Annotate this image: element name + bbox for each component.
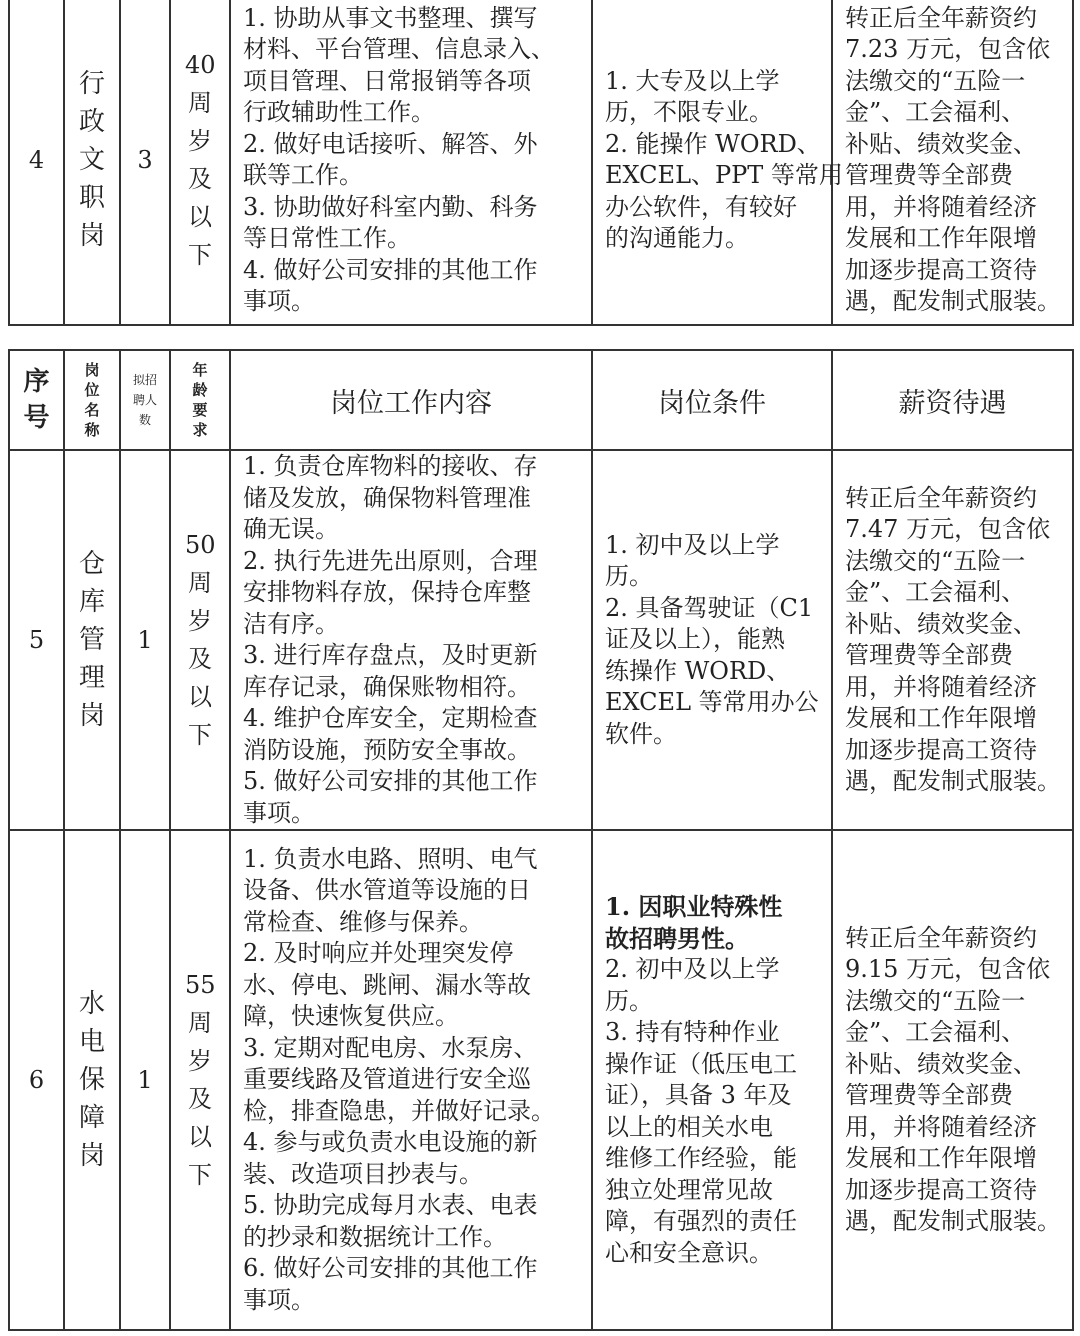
text-line: 洁有序。: [243, 609, 339, 638]
text-line: 40: [185, 51, 216, 79]
duties-text: [231, 451, 591, 829]
text-line: 2. 具备驾驶证（C1: [605, 593, 814, 622]
text-line: 4. 参与或负责水电设施的新: [243, 1128, 538, 1157]
text-line: 下: [188, 241, 212, 269]
cell-position: [64, 0, 120, 325]
position-name: 行政文职岗: [79, 69, 106, 251]
text-line: 金”、工会福利、: [845, 98, 1026, 126]
text-line: 法缴交的“五险一: [845, 986, 1026, 1015]
text-line: 1. 负责水电路、照明、电气: [243, 844, 538, 873]
text-line: 障，有强烈的责任: [605, 1207, 797, 1235]
text-line: 历，不限专业。: [605, 98, 773, 126]
text-line: 及: [188, 645, 212, 673]
text-line: EXCEL、PPT 等常用: [605, 161, 843, 189]
text-line: 操作证（低压电工: [605, 1049, 797, 1078]
header-age: [170, 350, 230, 450]
cell-conditions: [592, 830, 832, 1330]
text-line: 1. 因职业特殊性: [605, 892, 783, 921]
text-line: 2. 执行先进先出原则，合理: [243, 546, 538, 575]
cell-age: [170, 830, 230, 1330]
header-seq: [9, 350, 64, 450]
text-line: 55: [185, 971, 216, 999]
text-line: 用，并将随着经济: [845, 192, 1037, 221]
text-line: 2. 做好电话接听、解答、外: [243, 129, 538, 158]
position-name: 水电保障岗: [79, 989, 106, 1171]
age-requirement: [185, 966, 215, 1194]
text-line: 3. 持有特种作业: [605, 1018, 780, 1046]
text-line: 重要线路及管道进行安全巡: [243, 1065, 531, 1094]
age-requirement: [185, 526, 215, 754]
text-line: 遇，配发制式服装。: [845, 1207, 1061, 1235]
text-line: 事项。: [243, 1285, 315, 1314]
header-conditions: 岗位条件: [592, 350, 832, 450]
text-line: 的沟通能力。: [605, 224, 749, 252]
text-line: 软件。: [605, 719, 677, 748]
text-line: 历。: [605, 562, 653, 591]
text-line: 库存记录，确保账物相符。: [243, 672, 531, 701]
text-line: 练操作 WORD、: [605, 656, 791, 685]
seq-value: 6: [28, 1066, 45, 1094]
text-line: 加逐步提高工资待: [845, 735, 1037, 764]
text-line: 发展和工作年限增: [845, 704, 1037, 732]
header-headcount: [120, 350, 170, 450]
text-line: 2. 能操作 WORD、: [605, 129, 821, 158]
header-duties: 岗位工作内容: [230, 350, 592, 450]
cell-position: [64, 830, 120, 1330]
cell-count: [120, 450, 170, 830]
text-line: 以上的相关水电: [605, 1112, 773, 1141]
count-value: 1: [137, 626, 153, 654]
count-value: 1: [137, 1066, 153, 1094]
text-line: 检，排查隐患，并做好记录。: [243, 1096, 555, 1125]
text-line: 用，并将随着经济: [845, 1112, 1037, 1141]
text-line: 下: [188, 1161, 212, 1189]
salary-text: [833, 483, 1072, 798]
header-position: [64, 350, 120, 450]
text-line: 加逐步提高工资待: [845, 255, 1037, 284]
header-seq-label: 序号: [23, 367, 50, 433]
text-line: 等日常性工作。: [243, 224, 411, 252]
text-line: 遇，配发制式服装。: [845, 767, 1061, 795]
duties-text: [231, 3, 591, 318]
age-requirement: [185, 46, 215, 274]
header-age-label: 年龄要求: [192, 361, 208, 439]
position-name: 仓库管理岗: [79, 549, 106, 731]
text-line: 常检查、维修与保养。: [243, 907, 483, 936]
text-line: 3. 协助做好科室内勤、科务: [243, 192, 538, 221]
text-line: 设备、供水管道等设施的日: [243, 876, 531, 905]
cell-count: [120, 830, 170, 1330]
text-line: 确无误。: [243, 515, 339, 543]
cell-duties: [230, 450, 592, 830]
text-line: 故招聘男性。: [605, 923, 749, 953]
text-line: 以: [188, 683, 212, 711]
text-line: 金”、工会福利、: [845, 578, 1026, 606]
text-line: 心和安全意识。: [605, 1238, 773, 1267]
text-line: 的抄录和数据统计工作。: [243, 1222, 507, 1251]
table-row: [9, 0, 1073, 325]
text-line: 加逐步提高工资待: [845, 1175, 1037, 1204]
text-line: 障，快速恢复供应。: [243, 1002, 459, 1031]
cell-duties: [230, 830, 592, 1330]
cell-salary: [832, 450, 1073, 830]
text-line: 管理费等全部费: [845, 1081, 1013, 1109]
conditions-emphasis: [605, 891, 821, 954]
text-line: 5. 做好公司安排的其他工作: [243, 767, 538, 795]
table-header-row: [9, 350, 1073, 450]
text-line: 办公软件，有较好: [605, 192, 797, 221]
text-line: 项目管理、日常报销等各项: [243, 66, 531, 95]
cell-duties: [230, 0, 592, 325]
text-line: 补贴、绩效奖金、: [845, 609, 1037, 638]
text-line: 安排物料存放，保持仓库整: [243, 578, 531, 606]
text-line: 及: [188, 165, 212, 193]
text-line: 周: [188, 1009, 212, 1037]
text-line: 水、停电、跳闸、漏水等故: [243, 970, 531, 999]
text-line: 50: [185, 531, 216, 559]
conditions-text: [593, 530, 831, 751]
table-row: [9, 830, 1073, 1330]
text-line: 法缴交的“五险一: [845, 66, 1026, 95]
cell-age: [170, 0, 230, 325]
seq-value: 4: [28, 146, 45, 174]
text-line: 材料、平台管理、信息录入、: [243, 35, 555, 63]
text-line: 1. 初中及以上学: [605, 530, 780, 559]
header-position-label: 岗位名称: [84, 361, 100, 439]
table-row: [9, 450, 1073, 830]
text-line: 储及发放，确保物料管理准: [243, 483, 531, 512]
header-headcount-label: 拟招聘人数: [132, 373, 157, 427]
text-line: 1. 协助从事文书整理、撰写: [243, 3, 538, 32]
text-line: 维修工作经验，能: [605, 1144, 797, 1172]
text-line: 事项。: [243, 798, 315, 827]
text-line: 1. 负责仓库物料的接收、存: [243, 452, 538, 480]
cell-seq: [9, 830, 64, 1330]
text-line: 消防设施，预防安全事故。: [243, 735, 531, 764]
duties-text: [231, 844, 591, 1317]
text-line: 1. 大专及以上学: [605, 66, 780, 95]
text-line: 历。: [605, 986, 653, 1015]
salary-text: [833, 923, 1072, 1238]
text-line: 证及以上），能熟: [605, 625, 785, 654]
text-line: 7.47 万元，包含依: [845, 515, 1051, 543]
text-line: EXCEL 等常用办公: [605, 688, 819, 717]
text-line: 金”、工会福利、: [845, 1018, 1026, 1046]
text-line: 事项。: [243, 287, 315, 315]
text-line: 2. 初中及以上学: [605, 955, 780, 983]
text-line: 遇，配发制式服装。: [845, 287, 1061, 315]
text-line: 岁: [188, 1047, 212, 1075]
text-line: 6. 做好公司安排的其他工作: [243, 1254, 538, 1283]
text-line: 7.23 万元，包含依: [845, 35, 1051, 63]
cell-seq: [9, 450, 64, 830]
cell-age: [170, 450, 230, 830]
recruitment-table-part2: [8, 349, 1074, 1331]
text-line: 以: [188, 203, 212, 231]
text-line: 岁: [188, 607, 212, 635]
text-line: 3. 定期对配电房、水泵房、: [243, 1033, 538, 1062]
text-line: 法缴交的“五险一: [845, 546, 1026, 575]
text-line: 2. 及时响应并处理突发停: [243, 939, 514, 968]
text-line: 3. 进行库存盘点，及时更新: [243, 641, 538, 669]
text-line: 联等工作。: [243, 161, 363, 189]
header-salary: 薪资待遇: [832, 350, 1073, 450]
cell-conditions: [592, 450, 832, 830]
cell-conditions: [592, 0, 843, 325]
cell-count: [120, 0, 170, 325]
text-line: 4. 维护仓库安全，定期检查: [243, 704, 538, 732]
text-line: 管理费等全部费: [845, 641, 1013, 669]
text-line: 行政辅助性工作。: [243, 98, 435, 126]
cell-salary: [832, 0, 1073, 325]
conditions-text: [593, 66, 843, 255]
cell-position: [64, 450, 120, 830]
count-value: 3: [137, 146, 153, 174]
text-line: 补贴、绩效奖金、: [845, 1049, 1037, 1078]
text-line: 转正后全年薪资约: [845, 3, 1037, 32]
seq-value: 5: [28, 626, 45, 654]
text-line: 转正后全年薪资约: [845, 923, 1037, 952]
text-line: 岁: [188, 127, 212, 155]
text-line: 及: [188, 1085, 212, 1113]
text-line: 补贴、绩效奖金、: [845, 129, 1037, 158]
text-line: 9.15 万元，包含依: [845, 955, 1051, 983]
text-line: 4. 做好公司安排的其他工作: [243, 255, 538, 284]
recruitment-table-part1: [8, 0, 1074, 326]
text-line: 转正后全年薪资约: [845, 483, 1037, 512]
text-line: 以: [188, 1123, 212, 1151]
cell-seq: [9, 0, 64, 325]
text-line: 证），具备 3 年及: [605, 1081, 792, 1109]
text-line: 5. 协助完成每月水表、电表: [243, 1191, 538, 1220]
text-line: 独立处理常见故: [605, 1175, 773, 1204]
cell-salary: [832, 830, 1073, 1330]
text-line: 用，并将随着经济: [845, 672, 1037, 701]
text-line: 周: [188, 569, 212, 597]
conditions-text: [605, 954, 821, 1269]
text-line: 下: [188, 721, 212, 749]
salary-text: [833, 3, 1072, 318]
text-line: 管理费等全部费: [845, 161, 1013, 189]
text-line: 装、改造项目抄表与。: [243, 1159, 483, 1188]
text-line: 发展和工作年限增: [845, 1144, 1037, 1172]
text-line: 发展和工作年限增: [845, 224, 1037, 252]
text-line: 周: [188, 89, 212, 117]
